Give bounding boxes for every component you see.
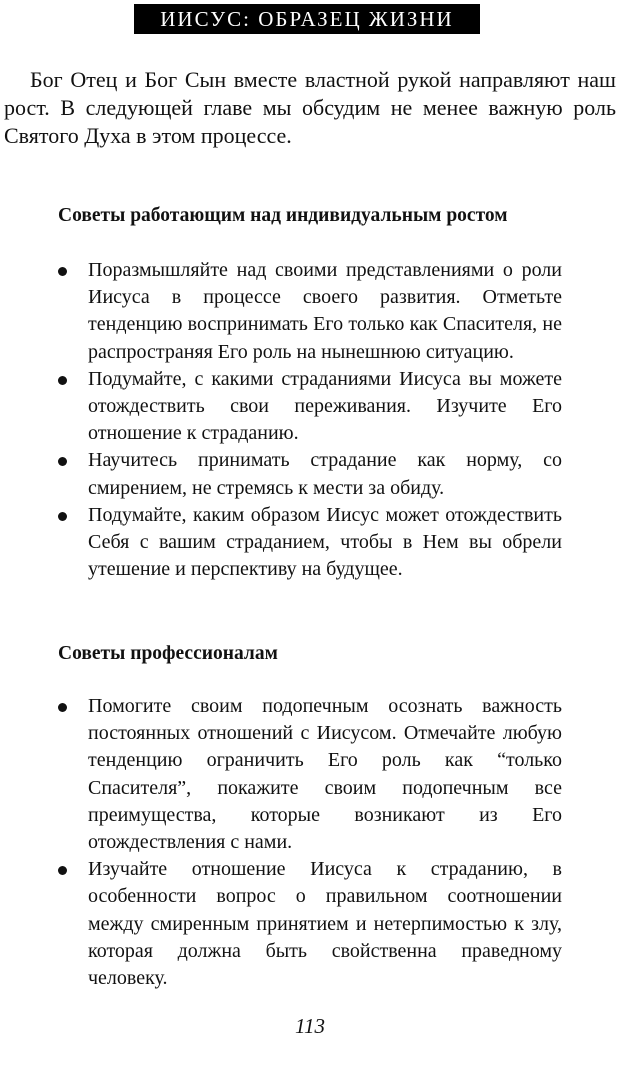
bullet-icon (58, 267, 67, 276)
list-item (58, 257, 562, 366)
list-item (58, 366, 562, 448)
section-heading-personal-growth: Советы работающим над индивидуальным ростом (58, 205, 508, 226)
personal-growth-tips-list (58, 257, 562, 583)
bullet-icon (58, 457, 67, 466)
list-item (58, 447, 562, 501)
list-item (58, 856, 562, 992)
list-item-text: Изучайте отношение Иисуса к страданию, в особенности вопрос о правильном соотношении между смиренным принятием и нетерпимостью к злу, которая должна быть свойственна праведному человеку. (88, 858, 562, 990)
bullet-icon (58, 512, 67, 521)
professional-tips-list (58, 693, 562, 992)
list-item-text: Помогите своим подопечным осознать важность постоянных отношений с Иисусом. Отмечайте любую тенденцию ограничить Его роль как “только Спасителя”, покажите своим подопечным все преимущества, которые возникают из Его отождествления с нами. (88, 695, 562, 854)
list-item (58, 693, 562, 856)
list-item-text: Поразмышляйте над своими представлениями о роли Иисуса в процессе своего развития. Отметьте тенденцию воспринимать Его только как Спасителя, не распространяя Его роль на нынешнюю ситуацию. (88, 259, 562, 363)
list-item (58, 502, 562, 584)
list-item-text: Научитесь принимать страдание как норму, со смирением, не стремясь к мести за обиду. (88, 449, 562, 499)
intro-text: Бог Отец и Бог Сын вместе властной рукой направляют наш рост. В следующей главе мы обсудим не менее важную роль Святого Духа в этом процессе. (4, 67, 616, 148)
bullet-icon (58, 376, 67, 385)
intro-paragraph (4, 66, 616, 150)
bullet-icon (58, 866, 67, 875)
section-heading-professionals: Советы профессионалам (58, 643, 278, 664)
list-item-text: Подумайте, с какими страданиями Иисуса вы можете отождествить свои переживания. Изучите Его отношение к страданию. (88, 367, 562, 445)
bullet-icon (58, 703, 67, 712)
list-item-text: Подумайте, каким образом Иисус может отождествить Себя с вашим страданием, чтобы в Нем вы обрели утешение и перспективу на будущее. (88, 503, 562, 581)
running-header: ИИСУС: ОБРАЗЕЦ ЖИЗНИ (134, 4, 480, 34)
page-number: 113 (295, 1014, 325, 1038)
